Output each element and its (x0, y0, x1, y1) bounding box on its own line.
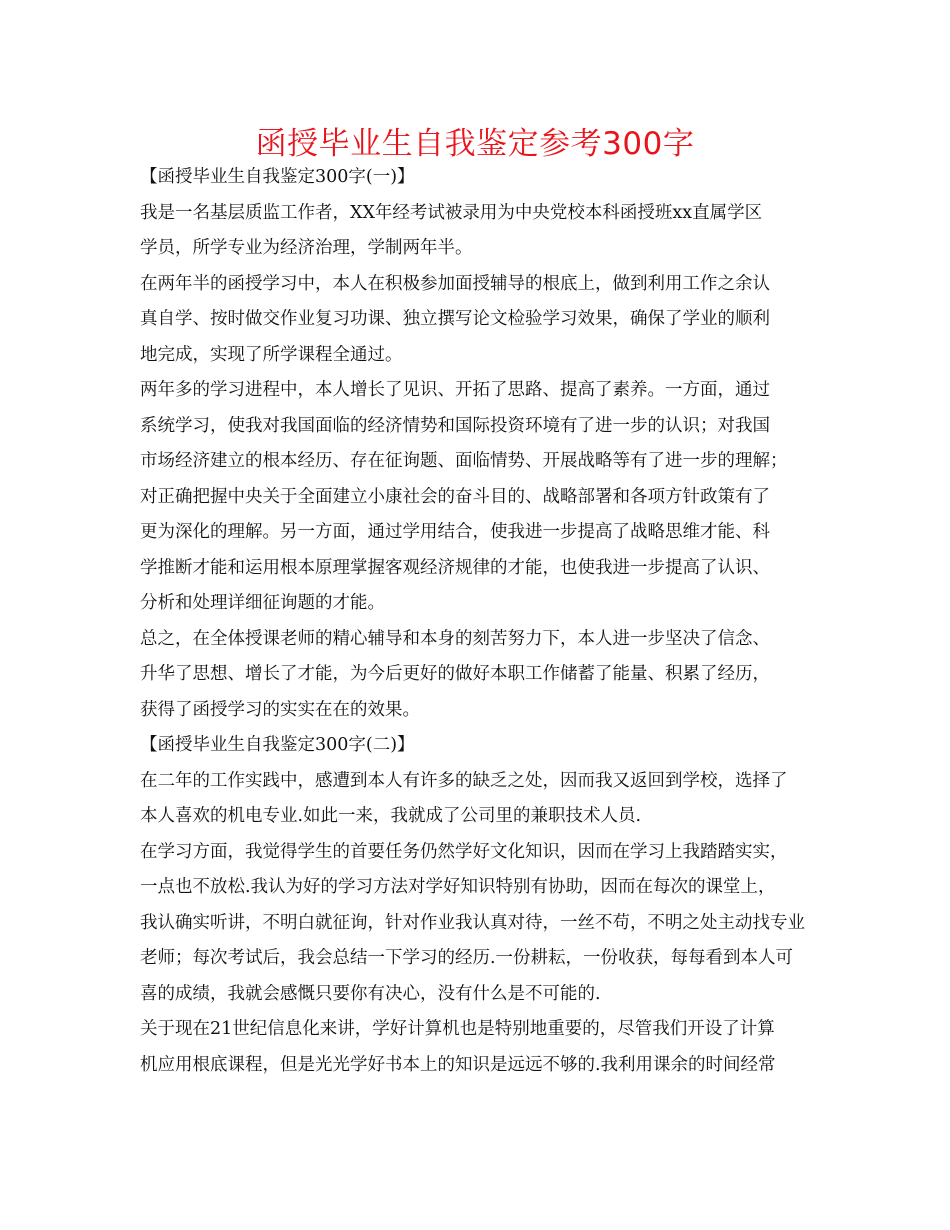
paragraph-line: 市场经济建立的根本经历、存在征询题、面临情势、开展战略等有了进一步的理解； (140, 451, 788, 471)
paragraph-line: 真自学、按时做交作业复习功课、独立撰写论文检验学习效果，确保了学业的顺利 (140, 309, 770, 329)
paragraph-line: 我是一名基层质监工作者，XX年经考试被录用为中央党校本科函授班xx直属学区 (140, 202, 763, 223)
paragraph-line: 我认确实听讲，不明白就征询，针对作业我认真对待，一丝不苟，不明之处主动找专业 (140, 912, 805, 933)
paragraph-line: 学员，所学专业为经济治理，学制两年半。 (140, 238, 473, 258)
paragraph-line: 喜的成绩，我就会感慨只要你有决心，没有什么是不可能的. (140, 983, 601, 1004)
paragraph-line: 系统学习，使我对我国面临的经济情势和国际投资环境有了进一步的认识；对我国 (140, 415, 770, 436)
paragraph-line: 在二年的工作实践中，感遭到本人有许多的缺乏之处，因而我又返回到学校，选择了 (140, 770, 788, 791)
section-heading: 【函授毕业生自我鉴定300字(二)】 (140, 735, 415, 755)
paragraph-line: 本人喜欢的机电专业.如此一来，我就成了公司里的兼职技术人员. (140, 806, 642, 826)
paragraph-line: 升华了思想、增长了才能，为今后更好的做好本职工作储蓄了能量、积累了经历， (140, 664, 770, 684)
section-heading: 【函授毕业生自我鉴定300字(一)】 (140, 167, 415, 187)
paragraph-line: 学推断才能和运用根本原理掌握客观经济规律的才能，也使我进一步提高了认识、 (140, 557, 770, 578)
document-body (140, 160, 820, 1083)
paragraph-line: 在两年半的函授学习中，本人在积极参加面授辅导的根底上，做到利用工作之余认 (140, 273, 770, 294)
paragraph-line: 总之，在全体授课老师的精心辅导和本身的刻苦努力下，本人进一步坚决了信念、 (140, 628, 770, 649)
paragraph-line: 关于现在21世纪信息化来讲，学好计算机也是特别地重要的，尽管我们开设了计算 (140, 1019, 775, 1039)
paragraph-line: 对正确把握中央关于全面建立小康社会的奋斗目的、战略部署和各项方针政策有了 (140, 486, 770, 507)
paragraph-line: 分析和处理详细征询题的才能。 (140, 593, 385, 613)
paragraph-line: 一点也不放松.我认为好的学习方法对学好知识特别有协助，因而在每次的课堂上， (140, 877, 776, 897)
paragraph-line: 更为深化的理解。另一方面，通过学用结合，使我进一步提高了战略思维才能、科 (140, 522, 770, 542)
document-title: 函授毕业生自我鉴定参考300字 (255, 126, 695, 162)
paragraph-line: 老师；每次考试后，我会总结一下学习的经历.一份耕耘，一份收获，每每看到本人可 (140, 948, 794, 968)
paragraph-line: 地完成，实现了所学课程全通过。 (140, 344, 403, 365)
paragraph-line: 获得了函授学习的实实在在的效果。 (140, 699, 420, 720)
paragraph-line: 两年多的学习进程中，本人增长了见识、开拓了思路、提高了素养。一方面，通过 (140, 380, 770, 400)
paragraph-line: 在学习方面，我觉得学生的首要任务仍然学好文化知识，因而在学习上我踏踏实实， (140, 841, 788, 862)
paragraph-line: 机应用根底课程，但是光光学好书本上的知识是远远不够的.我利用课余的时间经常 (140, 1054, 776, 1075)
